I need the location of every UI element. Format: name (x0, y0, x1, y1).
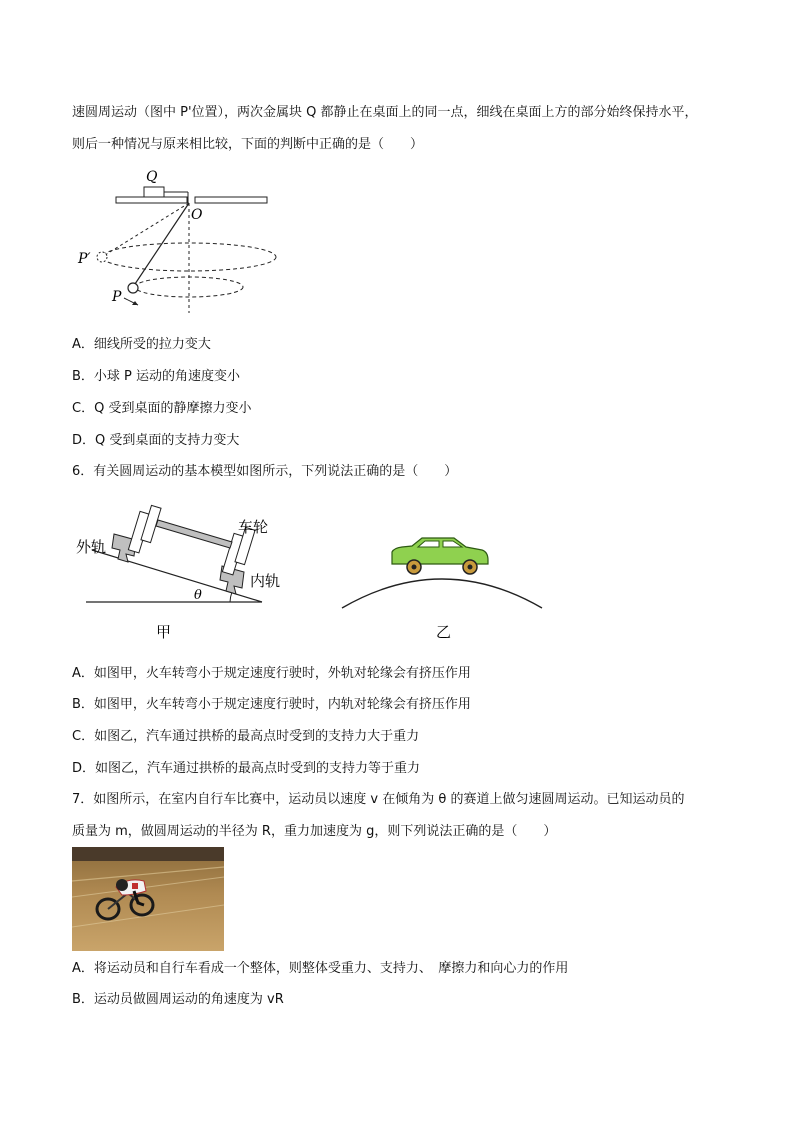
label-wheel: 车轮 (238, 518, 269, 536)
label-p: P (112, 289, 122, 305)
arch-bridge (342, 579, 542, 608)
label-p-prime: P′ (78, 251, 91, 267)
label-inner-rail: 内轨 (250, 572, 281, 590)
ball-p-prime (97, 252, 107, 262)
caption-yi: 乙 (436, 623, 452, 641)
label-o: O (191, 207, 203, 223)
axle (156, 520, 232, 548)
q7-stem-line1: 7．如图所示，在室内自行车比赛中，运动员以速度 v 在倾角为 θ 的赛道上做匀速圆周运动。已知运动员的 (72, 792, 685, 807)
q7-option-a: A．将运动员和自行车看成一个整体，则整体受重力、支持力、 摩擦力和向心力的作用 (72, 961, 569, 976)
q6-option-b: B．如图甲，火车转弯小于规定速度行驶时，内轨对轮缘会有挤压作用 (72, 697, 471, 712)
q5-stem-line2: 则后一种情况与原来相比较，下面的判断中正确的是（ ） (72, 137, 424, 152)
table-right (195, 197, 267, 203)
q6-option-d: D．如图乙，汽车通过拱桥的最高点时受到的支持力等于重力 (72, 761, 421, 776)
q6-stem: 6．有关圆周运动的基本模型如图所示，下列说法正确的是（ ） (72, 464, 458, 479)
label-q: Q (146, 169, 158, 185)
caption-jia: 甲 (156, 623, 172, 641)
label-outer-rail: 外轨 (76, 538, 107, 556)
ball-p (128, 283, 138, 293)
q6-figure-jia (72, 498, 302, 646)
block-q (144, 187, 164, 197)
q5-option-a: A．细线所受的拉力变大 (72, 337, 211, 352)
cyclist-photo (72, 847, 224, 951)
label-theta: θ (194, 588, 202, 603)
q5-option-c: C．Q 受到桌面的静摩擦力变小 (72, 401, 252, 416)
q5-pendulum-figure (72, 165, 282, 315)
string-p-prime (105, 203, 189, 255)
car (392, 538, 488, 574)
q7-option-b: B．运动员做圆周运动的角速度为 vR (72, 992, 284, 1007)
q6-option-c: C．如图乙，汽车通过拱桥的最高点时受到的支持力大于重力 (72, 729, 420, 744)
q5-option-b: B．小球 P 运动的角速度变小 (72, 369, 241, 384)
q6-figure-yi (336, 530, 551, 646)
q6-option-a: A．如图甲，火车转弯小于规定速度行驶时，外轨对轮缘会有挤压作用 (72, 666, 471, 681)
q5-stem-line1: 速圆周运动（图中 P'位置），两次金属块 Q 都静止在桌面上的同一点，细线在桌面上方的部分始终保持水平， (72, 105, 698, 120)
q7-stem-line2: 质量为 m，做圆周运动的半径为 R，重力加速度为 g，则下列说法正确的是（ ） (72, 824, 557, 839)
table-left (116, 197, 187, 203)
q5-option-d: D．Q 受到桌面的支持力变大 (72, 433, 240, 448)
